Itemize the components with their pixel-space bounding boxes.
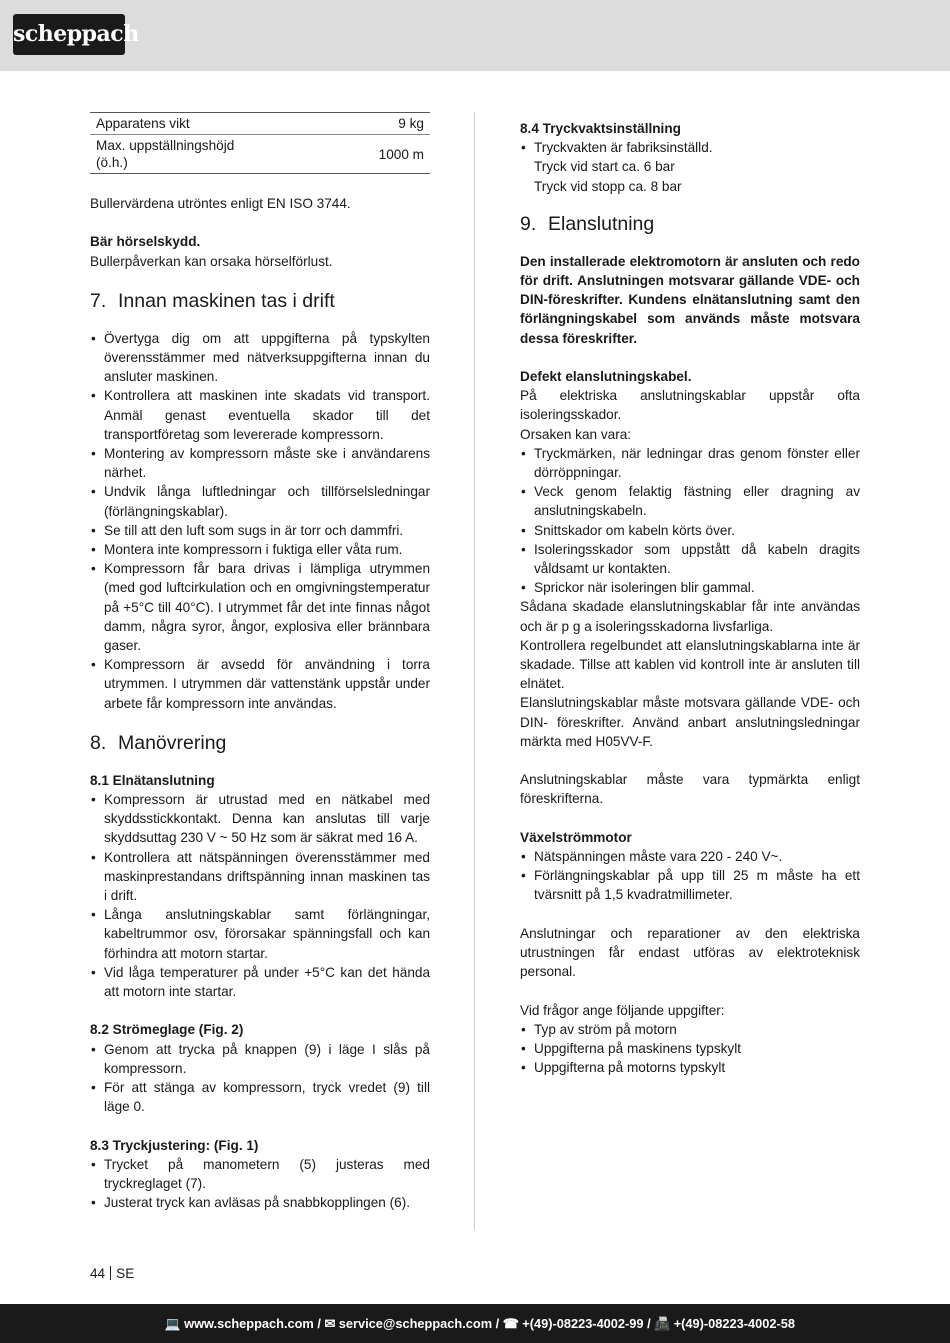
- section-8-number: 8.: [90, 731, 107, 754]
- causes-list: [520, 444, 860, 598]
- list-item: • Typ av ström på motorn: [520, 1020, 860, 1039]
- hearing-text: Bullerpåverkan kan orsaka hörselförlust.: [90, 253, 333, 269]
- page-footer: [90, 1264, 134, 1283]
- scheppach-logo: scheppach: [13, 14, 125, 55]
- list-item: • Montera inte kompressorn i fuktiga eller våta rum.: [90, 540, 430, 559]
- noise-note: Bullervärdena utröntes enligt EN ISO 3744.: [90, 196, 351, 211]
- list-item: • Trycket på manometern (5) justeras med tryckreglaget (7).: [90, 1155, 430, 1193]
- list-item: • Isoleringsskador som uppstått då kabeln dragits våldsamt ur kontakten.: [520, 540, 860, 578]
- section-9-intro: Den installerade elektromotorn är ansluten och redo för drift. Anslutningen motsvarar gällande VDE- och DIN-föreskrifter. Kundens elnätanslutning samt den förlängningskabel som används måste motsvara dessa föreskrifter.: [520, 253, 860, 346]
- list-item: • För att stänga av kompressorn, tryck vredet (9) till läge 0.: [90, 1078, 430, 1116]
- section-7-title: Innan maskinen tas i drift: [118, 289, 335, 312]
- subsection-8-3-list: [90, 1155, 430, 1213]
- list-item: • Kontrollera att nätspänningen överensstämmer med maskinprestandans driftspänning innan maskinen tas i drift.: [90, 848, 430, 906]
- list-item: • Förlängningskablar på upp till 25 m måste ha ett tvärsnitt på 1,5 kvadratmillimeter.: [520, 866, 860, 904]
- section-8-heading: [90, 731, 430, 755]
- subsection-8-3-title: 8.3 Tryckjustering: (Fig. 1): [90, 1137, 259, 1153]
- check-cables-text: Kontrollera regelbundet att elanslutningskablarna inte är skadade. Tillse att kablen vid kontroll inte är ansluten till elnätet.: [520, 637, 860, 692]
- list-item: • Nätspänningen måste vara 220 - 240 V~.: [520, 847, 860, 866]
- contact-line: 💻 www.scheppach.com / ✉ service@scheppach.com / ☎ +(49)-08223-4002-99 / 📠 +(49)-08223-4002-58: [164, 1316, 795, 1331]
- damaged-cables-text: Sådana skadade elanslutningskablar får inte användas och är p g a isoleringsskadorna livsfarliga.: [520, 599, 860, 634]
- section-9-title: Elanslutning: [548, 212, 655, 235]
- list-item: • Genom att trycka på knappen (9) i läge I slås på kompressorn.: [90, 1040, 430, 1078]
- list-item: • Övertyga dig om att uppgifterna på typskylten överensstämmer med nätverksuppgifterna innan du ansluter maskinen.: [90, 329, 430, 387]
- list-item: • Kompressorn får bara drivas i lämpliga utrymmen (med god luftcirkulation och en omgivningstemperatur på +5°C till 40°C). I utrymmet får det inte finnas något damm, några syror, ångor, explosiva eller brännbara gaser.: [90, 559, 430, 655]
- spec-label: Apparatens vikt: [96, 116, 190, 131]
- language-code: SE: [116, 1266, 135, 1281]
- list-item: • Montering av kompressorn måste ske i användarens närhet.: [90, 444, 430, 482]
- list-item: • Se till att den luft som sugs in är torr och dammfri.: [90, 521, 430, 540]
- subsection-8-2-list: [90, 1040, 430, 1117]
- list-item: • Justerat tryck kan avläsas på snabbkopplingen (6).: [90, 1193, 430, 1212]
- defect-title: Defekt elanslutningskabel.: [520, 369, 692, 385]
- list-item: • Snittskador om kabeln körts över.: [520, 521, 860, 540]
- defect-text: På elektriska anslutningskablar uppstår ofta isoleringsskador.: [520, 388, 860, 423]
- header-band: [0, 0, 950, 71]
- left-column: [90, 112, 430, 1213]
- questions-intro: Vid frågor ange följande uppgifter:: [520, 1002, 725, 1018]
- right-column: [520, 119, 860, 1077]
- spec-label: Max. uppställningshöjd (ö.h.): [90, 135, 260, 174]
- subsection-8-1-title: 8.1 Elnätanslutning: [90, 772, 215, 788]
- pressure-start: Tryck vid start ca. 6 bar: [534, 159, 675, 175]
- connections-note: Anslutningar och reparationer av den elektriska utrustningen får endast utföras av elektroteknisk personal.: [520, 925, 860, 980]
- table-row: [90, 113, 430, 135]
- spec-value: 1000 m: [260, 135, 430, 174]
- page-separator: [110, 1266, 111, 1280]
- section-7-list: [90, 329, 430, 713]
- spec-value: 9 kg: [398, 116, 424, 131]
- page-number: 44: [90, 1266, 106, 1281]
- section-8-title: Manövrering: [118, 731, 227, 754]
- ac-motor-list: [520, 847, 860, 905]
- section-9-number: 9.: [520, 212, 537, 235]
- list-item: • Uppgifterna på maskinens typskylt: [520, 1039, 860, 1058]
- subsection-8-1-list: [90, 790, 430, 1001]
- section-7-heading: [90, 289, 430, 313]
- list-item: • Sprickor när isoleringen blir gammal.: [520, 578, 860, 597]
- ac-motor-title: Växelströmmotor: [520, 829, 632, 845]
- list-item: • Veck genom felaktig fästning eller dragning av anslutningskabeln.: [520, 482, 860, 520]
- subsection-8-4-title: 8.4 Tryckvaktsinställning: [520, 121, 681, 136]
- table-row: [90, 135, 430, 174]
- questions-list: [520, 1020, 860, 1078]
- cable-standards-text: Elanslutningskablar måste motsvara gällande VDE- och DIN- föreskrifter. Använd anbart anslutningsledningar märkta med H05VV-F.: [520, 695, 860, 749]
- list-item: • Vid låga temperaturer på under +5°C kan det hända att motorn inte startar.: [90, 963, 430, 1001]
- spec-table: [90, 112, 430, 174]
- column-divider: [474, 112, 475, 1230]
- list-item: • Undvik långa luftledningar och tillförselsledningar (förlängningskablar).: [90, 482, 430, 520]
- section-9-heading: [520, 212, 860, 236]
- list-item: • Uppgifterna på motorns typskylt: [520, 1058, 860, 1077]
- list-item: • Tryckvakten är fabriksinställd.: [520, 138, 860, 157]
- contact-footer: [0, 1304, 950, 1343]
- subsection-8-2-title: 8.2 Strömeglage (Fig. 2): [90, 1022, 244, 1038]
- subsection-8-4-list: [520, 138, 860, 157]
- list-item: • Kompressorn är avsedd för användning i torra utrymmen. I utrymmen där vattenstänk uppstår under arbete får kompressorn inte användas.: [90, 655, 430, 713]
- list-item: • Tryckmärken, när ledningar dras genom fönster eller dörröppningar.: [520, 444, 860, 482]
- pressure-stop: Tryck vid stopp ca. 8 bar: [534, 178, 682, 194]
- causes-intro: Orsaken kan vara:: [520, 426, 632, 442]
- list-item: • Långa anslutningskablar samt förlängningar, kabeltrummor osv, förorsakar spänningsfall och kan förhindra att motorn startar.: [90, 905, 430, 963]
- section-7-number: 7.: [90, 289, 107, 312]
- type-marked-text: Anslutningskablar måste vara typmärkta enligt föreskrifterna.: [520, 772, 860, 807]
- list-item: • Kompressorn är utrustad med en nätkabel med skyddsstickkontakt. Denna kan anslutas till varje skyddsuttag 230 V ~ 50 Hz som är säkrat med 16 A.: [90, 790, 430, 848]
- list-item: • Kontrollera att maskinen inte skadats vid transport. Anmäl genast eventuella skador till det transportföretag som levererade kompressorn.: [90, 386, 430, 444]
- hearing-title: Bär hörselskydd.: [90, 234, 201, 250]
